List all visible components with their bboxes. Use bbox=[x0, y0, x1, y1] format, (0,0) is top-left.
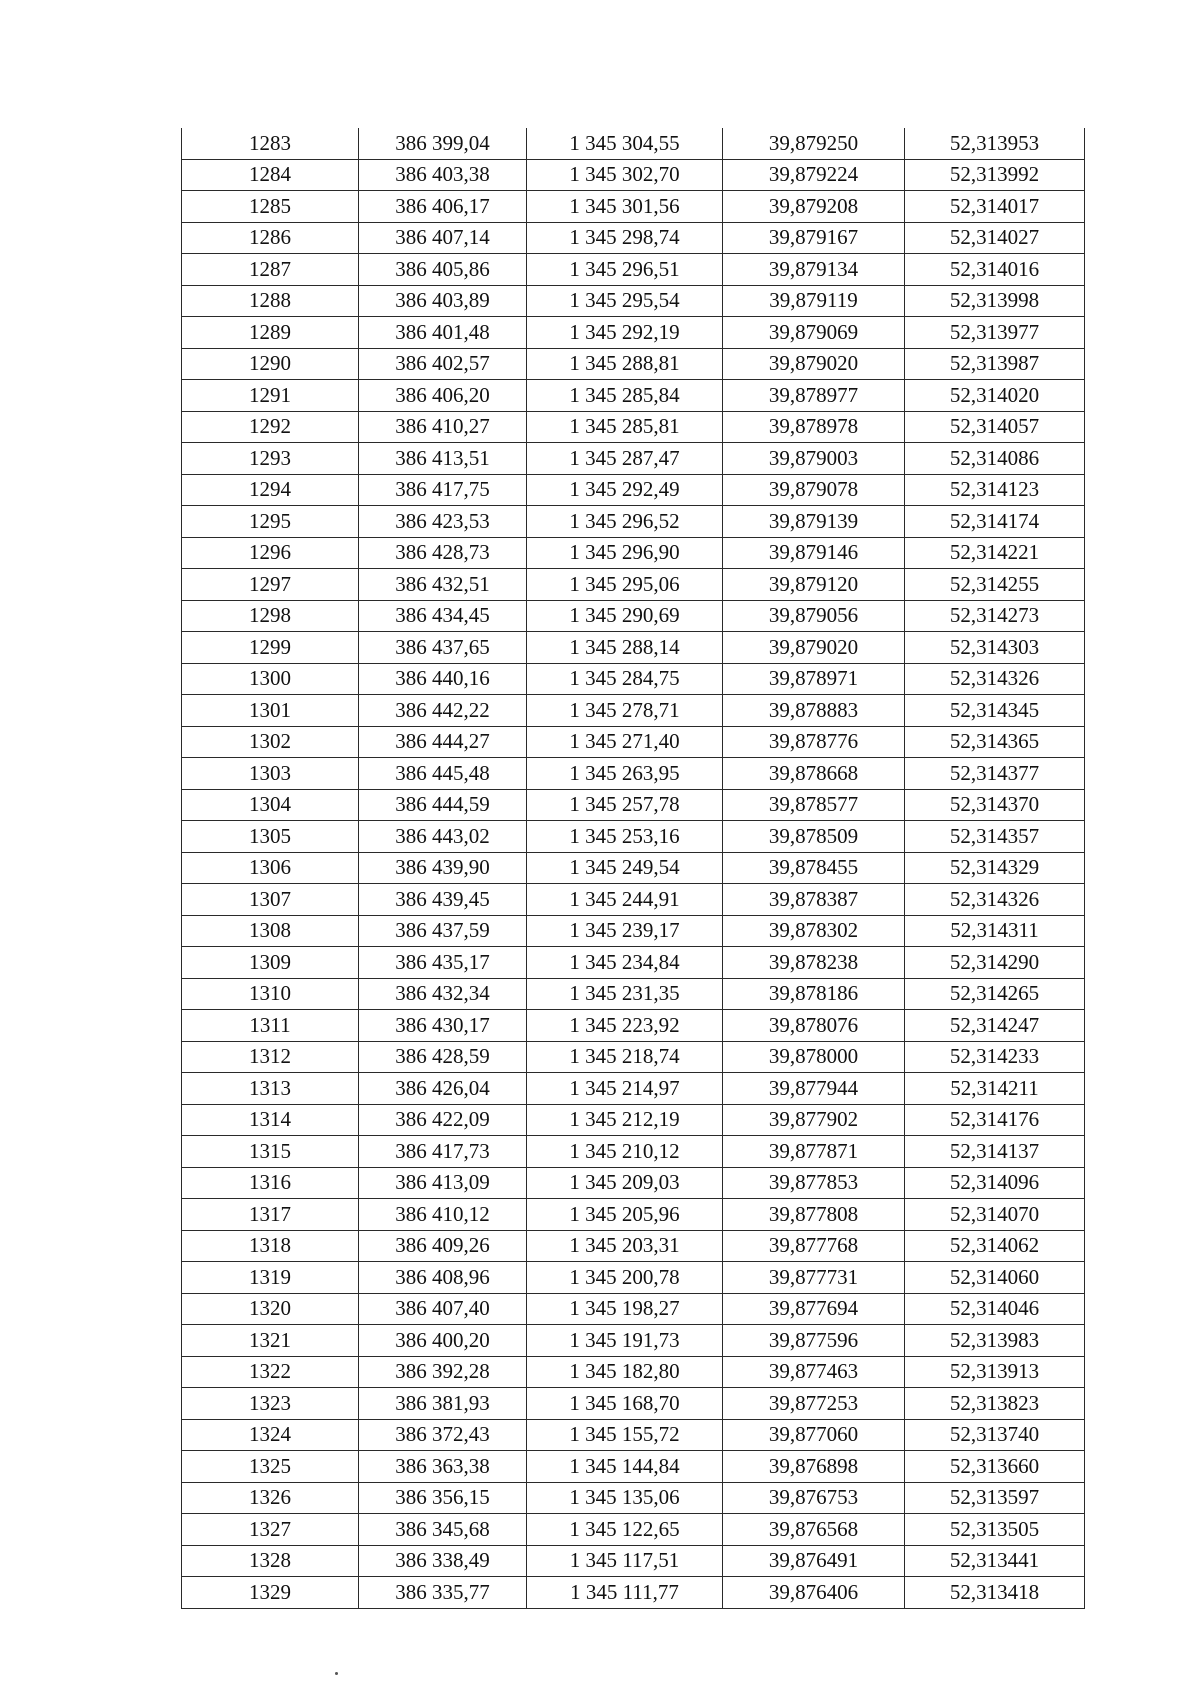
table-row bbox=[182, 758, 1085, 790]
x-coordinate-cell: 386 439,90 bbox=[359, 852, 527, 884]
longitude-cell: 39,878668 bbox=[723, 758, 905, 790]
latitude-cell: 52,313740 bbox=[905, 1419, 1085, 1451]
y-coordinate-cell: 1 345 203,31 bbox=[527, 1230, 723, 1262]
x-coordinate-cell: 386 408,96 bbox=[359, 1262, 527, 1294]
longitude-cell: 39,879167 bbox=[723, 222, 905, 254]
y-coordinate-cell: 1 345 168,70 bbox=[527, 1388, 723, 1420]
longitude-cell: 39,879120 bbox=[723, 569, 905, 601]
y-coordinate-cell: 1 345 144,84 bbox=[527, 1451, 723, 1483]
longitude-cell: 39,877853 bbox=[723, 1167, 905, 1199]
longitude-cell: 39,879020 bbox=[723, 348, 905, 380]
point-number-cell: 1300 bbox=[182, 663, 359, 695]
x-coordinate-cell: 386 444,27 bbox=[359, 726, 527, 758]
y-coordinate-cell: 1 345 285,81 bbox=[527, 411, 723, 443]
y-coordinate-cell: 1 345 234,84 bbox=[527, 947, 723, 979]
x-coordinate-cell: 386 363,38 bbox=[359, 1451, 527, 1483]
y-coordinate-cell: 1 345 135,06 bbox=[527, 1482, 723, 1514]
x-coordinate-cell: 386 345,68 bbox=[359, 1514, 527, 1546]
longitude-cell: 39,879208 bbox=[723, 191, 905, 223]
latitude-cell: 52,314247 bbox=[905, 1010, 1085, 1042]
point-number-cell: 1324 bbox=[182, 1419, 359, 1451]
longitude-cell: 39,877902 bbox=[723, 1104, 905, 1136]
table-row bbox=[182, 884, 1085, 916]
y-coordinate-cell: 1 345 122,65 bbox=[527, 1514, 723, 1546]
x-coordinate-cell: 386 422,09 bbox=[359, 1104, 527, 1136]
x-coordinate-cell: 386 407,40 bbox=[359, 1293, 527, 1325]
table-row bbox=[182, 1262, 1085, 1294]
longitude-cell: 39,879134 bbox=[723, 254, 905, 286]
x-coordinate-cell: 386 443,02 bbox=[359, 821, 527, 853]
x-coordinate-cell: 386 356,15 bbox=[359, 1482, 527, 1514]
latitude-cell: 52,313913 bbox=[905, 1356, 1085, 1388]
point-number-cell: 1295 bbox=[182, 506, 359, 538]
point-number-cell: 1294 bbox=[182, 474, 359, 506]
y-coordinate-cell: 1 345 278,71 bbox=[527, 695, 723, 727]
point-number-cell: 1315 bbox=[182, 1136, 359, 1168]
longitude-cell: 39,877596 bbox=[723, 1325, 905, 1357]
stray-mark bbox=[335, 1672, 338, 1675]
latitude-cell: 52,314345 bbox=[905, 695, 1085, 727]
point-number-cell: 1291 bbox=[182, 380, 359, 412]
y-coordinate-cell: 1 345 288,81 bbox=[527, 348, 723, 380]
point-number-cell: 1327 bbox=[182, 1514, 359, 1546]
table-row bbox=[182, 506, 1085, 538]
latitude-cell: 52,313953 bbox=[905, 128, 1085, 159]
x-coordinate-cell: 386 409,26 bbox=[359, 1230, 527, 1262]
table-row bbox=[182, 1230, 1085, 1262]
table-row bbox=[182, 411, 1085, 443]
x-coordinate-cell: 386 435,17 bbox=[359, 947, 527, 979]
longitude-cell: 39,879250 bbox=[723, 128, 905, 159]
x-coordinate-cell: 386 413,09 bbox=[359, 1167, 527, 1199]
table-row bbox=[182, 1167, 1085, 1199]
point-number-cell: 1318 bbox=[182, 1230, 359, 1262]
latitude-cell: 52,313998 bbox=[905, 285, 1085, 317]
point-number-cell: 1323 bbox=[182, 1388, 359, 1420]
y-coordinate-cell: 1 345 301,56 bbox=[527, 191, 723, 223]
longitude-cell: 39,878238 bbox=[723, 947, 905, 979]
longitude-cell: 39,878387 bbox=[723, 884, 905, 916]
x-coordinate-cell: 386 413,51 bbox=[359, 443, 527, 475]
longitude-cell: 39,879224 bbox=[723, 159, 905, 191]
latitude-cell: 52,314017 bbox=[905, 191, 1085, 223]
table-row bbox=[182, 128, 1085, 159]
longitude-cell: 39,878776 bbox=[723, 726, 905, 758]
longitude-cell: 39,877768 bbox=[723, 1230, 905, 1262]
latitude-cell: 52,313977 bbox=[905, 317, 1085, 349]
x-coordinate-cell: 386 428,59 bbox=[359, 1041, 527, 1073]
longitude-cell: 39,878971 bbox=[723, 663, 905, 695]
point-number-cell: 1289 bbox=[182, 317, 359, 349]
point-number-cell: 1313 bbox=[182, 1073, 359, 1105]
x-coordinate-cell: 386 403,38 bbox=[359, 159, 527, 191]
y-coordinate-cell: 1 345 223,92 bbox=[527, 1010, 723, 1042]
table-row bbox=[182, 1325, 1085, 1357]
latitude-cell: 52,313418 bbox=[905, 1577, 1085, 1609]
longitude-cell: 39,877808 bbox=[723, 1199, 905, 1231]
x-coordinate-cell: 386 401,48 bbox=[359, 317, 527, 349]
latitude-cell: 52,313441 bbox=[905, 1545, 1085, 1577]
point-number-cell: 1309 bbox=[182, 947, 359, 979]
table-row bbox=[182, 1293, 1085, 1325]
y-coordinate-cell: 1 345 210,12 bbox=[527, 1136, 723, 1168]
longitude-cell: 39,877463 bbox=[723, 1356, 905, 1388]
latitude-cell: 52,314255 bbox=[905, 569, 1085, 601]
latitude-cell: 52,314046 bbox=[905, 1293, 1085, 1325]
table-row bbox=[182, 1073, 1085, 1105]
table-row bbox=[182, 1199, 1085, 1231]
x-coordinate-cell: 386 426,04 bbox=[359, 1073, 527, 1105]
x-coordinate-cell: 386 407,14 bbox=[359, 222, 527, 254]
latitude-cell: 52,314326 bbox=[905, 663, 1085, 695]
point-number-cell: 1311 bbox=[182, 1010, 359, 1042]
latitude-cell: 52,314027 bbox=[905, 222, 1085, 254]
point-number-cell: 1290 bbox=[182, 348, 359, 380]
x-coordinate-cell: 386 417,75 bbox=[359, 474, 527, 506]
x-coordinate-cell: 386 402,57 bbox=[359, 348, 527, 380]
latitude-cell: 52,314057 bbox=[905, 411, 1085, 443]
longitude-cell: 39,879146 bbox=[723, 537, 905, 569]
y-coordinate-cell: 1 345 288,14 bbox=[527, 632, 723, 664]
longitude-cell: 39,878883 bbox=[723, 695, 905, 727]
latitude-cell: 52,313983 bbox=[905, 1325, 1085, 1357]
longitude-cell: 39,879069 bbox=[723, 317, 905, 349]
table-row bbox=[182, 789, 1085, 821]
longitude-cell: 39,876568 bbox=[723, 1514, 905, 1546]
table-row bbox=[182, 978, 1085, 1010]
x-coordinate-cell: 386 442,22 bbox=[359, 695, 527, 727]
table-row bbox=[182, 726, 1085, 758]
point-number-cell: 1304 bbox=[182, 789, 359, 821]
table-row bbox=[182, 474, 1085, 506]
table-row bbox=[182, 1388, 1085, 1420]
x-coordinate-cell: 386 392,28 bbox=[359, 1356, 527, 1388]
point-number-cell: 1297 bbox=[182, 569, 359, 601]
x-coordinate-cell: 386 403,89 bbox=[359, 285, 527, 317]
table-row bbox=[182, 159, 1085, 191]
point-number-cell: 1284 bbox=[182, 159, 359, 191]
latitude-cell: 52,314265 bbox=[905, 978, 1085, 1010]
longitude-cell: 39,876406 bbox=[723, 1577, 905, 1609]
x-coordinate-cell: 386 432,34 bbox=[359, 978, 527, 1010]
table-row bbox=[182, 1356, 1085, 1388]
table-row bbox=[182, 663, 1085, 695]
latitude-cell: 52,314137 bbox=[905, 1136, 1085, 1168]
table-row bbox=[182, 317, 1085, 349]
y-coordinate-cell: 1 345 285,84 bbox=[527, 380, 723, 412]
latitude-cell: 52,314233 bbox=[905, 1041, 1085, 1073]
longitude-cell: 39,877253 bbox=[723, 1388, 905, 1420]
latitude-cell: 52,313823 bbox=[905, 1388, 1085, 1420]
x-coordinate-cell: 386 381,93 bbox=[359, 1388, 527, 1420]
longitude-cell: 39,878509 bbox=[723, 821, 905, 853]
y-coordinate-cell: 1 345 290,69 bbox=[527, 600, 723, 632]
longitude-cell: 39,877060 bbox=[723, 1419, 905, 1451]
longitude-cell: 39,879056 bbox=[723, 600, 905, 632]
x-coordinate-cell: 386 445,48 bbox=[359, 758, 527, 790]
table-row bbox=[182, 1010, 1085, 1042]
latitude-cell: 52,313992 bbox=[905, 159, 1085, 191]
longitude-cell: 39,877944 bbox=[723, 1073, 905, 1105]
longitude-cell: 39,878076 bbox=[723, 1010, 905, 1042]
table-row bbox=[182, 821, 1085, 853]
point-number-cell: 1285 bbox=[182, 191, 359, 223]
point-number-cell: 1306 bbox=[182, 852, 359, 884]
latitude-cell: 52,314062 bbox=[905, 1230, 1085, 1262]
table-row bbox=[182, 348, 1085, 380]
y-coordinate-cell: 1 345 200,78 bbox=[527, 1262, 723, 1294]
y-coordinate-cell: 1 345 239,17 bbox=[527, 915, 723, 947]
x-coordinate-cell: 386 417,73 bbox=[359, 1136, 527, 1168]
table-row bbox=[182, 1136, 1085, 1168]
y-coordinate-cell: 1 345 209,03 bbox=[527, 1167, 723, 1199]
latitude-cell: 52,313505 bbox=[905, 1514, 1085, 1546]
y-coordinate-cell: 1 345 249,54 bbox=[527, 852, 723, 884]
latitude-cell: 52,314303 bbox=[905, 632, 1085, 664]
y-coordinate-cell: 1 345 263,95 bbox=[527, 758, 723, 790]
longitude-cell: 39,879020 bbox=[723, 632, 905, 664]
latitude-cell: 52,314370 bbox=[905, 789, 1085, 821]
table-row bbox=[182, 191, 1085, 223]
point-number-cell: 1314 bbox=[182, 1104, 359, 1136]
point-number-cell: 1316 bbox=[182, 1167, 359, 1199]
latitude-cell: 52,314326 bbox=[905, 884, 1085, 916]
point-number-cell: 1312 bbox=[182, 1041, 359, 1073]
x-coordinate-cell: 386 439,45 bbox=[359, 884, 527, 916]
y-coordinate-cell: 1 345 284,75 bbox=[527, 663, 723, 695]
point-number-cell: 1305 bbox=[182, 821, 359, 853]
x-coordinate-cell: 386 406,17 bbox=[359, 191, 527, 223]
point-number-cell: 1328 bbox=[182, 1545, 359, 1577]
y-coordinate-cell: 1 345 155,72 bbox=[527, 1419, 723, 1451]
latitude-cell: 52,314060 bbox=[905, 1262, 1085, 1294]
latitude-cell: 52,313597 bbox=[905, 1482, 1085, 1514]
table-row bbox=[182, 1041, 1085, 1073]
point-number-cell: 1283 bbox=[182, 128, 359, 159]
x-coordinate-cell: 386 406,20 bbox=[359, 380, 527, 412]
longitude-cell: 39,876491 bbox=[723, 1545, 905, 1577]
table-row bbox=[182, 1104, 1085, 1136]
y-coordinate-cell: 1 345 302,70 bbox=[527, 159, 723, 191]
y-coordinate-cell: 1 345 117,51 bbox=[527, 1545, 723, 1577]
y-coordinate-cell: 1 345 295,06 bbox=[527, 569, 723, 601]
longitude-cell: 39,877871 bbox=[723, 1136, 905, 1168]
latitude-cell: 52,314020 bbox=[905, 380, 1085, 412]
y-coordinate-cell: 1 345 205,96 bbox=[527, 1199, 723, 1231]
table-row bbox=[182, 1545, 1085, 1577]
point-number-cell: 1296 bbox=[182, 537, 359, 569]
longitude-cell: 39,878977 bbox=[723, 380, 905, 412]
table-row bbox=[182, 852, 1085, 884]
table-row bbox=[182, 915, 1085, 947]
table-row bbox=[182, 600, 1085, 632]
table-row bbox=[182, 443, 1085, 475]
y-coordinate-cell: 1 345 287,47 bbox=[527, 443, 723, 475]
x-coordinate-cell: 386 400,20 bbox=[359, 1325, 527, 1357]
x-coordinate-cell: 386 410,12 bbox=[359, 1199, 527, 1231]
latitude-cell: 52,314016 bbox=[905, 254, 1085, 286]
y-coordinate-cell: 1 345 212,19 bbox=[527, 1104, 723, 1136]
x-coordinate-cell: 386 437,65 bbox=[359, 632, 527, 664]
x-coordinate-cell: 386 405,86 bbox=[359, 254, 527, 286]
latitude-cell: 52,314070 bbox=[905, 1199, 1085, 1231]
table-row bbox=[182, 537, 1085, 569]
longitude-cell: 39,879003 bbox=[723, 443, 905, 475]
y-coordinate-cell: 1 345 271,40 bbox=[527, 726, 723, 758]
latitude-cell: 52,314123 bbox=[905, 474, 1085, 506]
longitude-cell: 39,876753 bbox=[723, 1482, 905, 1514]
point-number-cell: 1293 bbox=[182, 443, 359, 475]
table-row bbox=[182, 569, 1085, 601]
y-coordinate-cell: 1 345 191,73 bbox=[527, 1325, 723, 1357]
point-number-cell: 1299 bbox=[182, 632, 359, 664]
longitude-cell: 39,878455 bbox=[723, 852, 905, 884]
y-coordinate-cell: 1 345 214,97 bbox=[527, 1073, 723, 1105]
table-row bbox=[182, 1419, 1085, 1451]
point-number-cell: 1288 bbox=[182, 285, 359, 317]
longitude-cell: 39,878978 bbox=[723, 411, 905, 443]
point-number-cell: 1303 bbox=[182, 758, 359, 790]
longitude-cell: 39,879139 bbox=[723, 506, 905, 538]
point-number-cell: 1322 bbox=[182, 1356, 359, 1388]
point-number-cell: 1301 bbox=[182, 695, 359, 727]
y-coordinate-cell: 1 345 295,54 bbox=[527, 285, 723, 317]
y-coordinate-cell: 1 345 298,74 bbox=[527, 222, 723, 254]
point-number-cell: 1320 bbox=[182, 1293, 359, 1325]
longitude-cell: 39,879078 bbox=[723, 474, 905, 506]
x-coordinate-cell: 386 399,04 bbox=[359, 128, 527, 159]
latitude-cell: 52,314086 bbox=[905, 443, 1085, 475]
latitude-cell: 52,314096 bbox=[905, 1167, 1085, 1199]
x-coordinate-cell: 386 423,53 bbox=[359, 506, 527, 538]
y-coordinate-cell: 1 345 111,77 bbox=[527, 1577, 723, 1609]
table-row bbox=[182, 254, 1085, 286]
x-coordinate-cell: 386 430,17 bbox=[359, 1010, 527, 1042]
point-number-cell: 1329 bbox=[182, 1577, 359, 1609]
latitude-cell: 52,314329 bbox=[905, 852, 1085, 884]
x-coordinate-cell: 386 440,16 bbox=[359, 663, 527, 695]
point-number-cell: 1302 bbox=[182, 726, 359, 758]
point-number-cell: 1308 bbox=[182, 915, 359, 947]
longitude-cell: 39,878000 bbox=[723, 1041, 905, 1073]
coordinates-table bbox=[181, 128, 1085, 1609]
latitude-cell: 52,314357 bbox=[905, 821, 1085, 853]
latitude-cell: 52,313987 bbox=[905, 348, 1085, 380]
point-number-cell: 1326 bbox=[182, 1482, 359, 1514]
table-row bbox=[182, 1482, 1085, 1514]
latitude-cell: 52,314211 bbox=[905, 1073, 1085, 1105]
coordinates-table-body bbox=[182, 128, 1085, 1608]
table-row bbox=[182, 285, 1085, 317]
x-coordinate-cell: 386 410,27 bbox=[359, 411, 527, 443]
latitude-cell: 52,314273 bbox=[905, 600, 1085, 632]
point-number-cell: 1321 bbox=[182, 1325, 359, 1357]
latitude-cell: 52,314311 bbox=[905, 915, 1085, 947]
point-number-cell: 1307 bbox=[182, 884, 359, 916]
latitude-cell: 52,314176 bbox=[905, 1104, 1085, 1136]
point-number-cell: 1317 bbox=[182, 1199, 359, 1231]
x-coordinate-cell: 386 434,45 bbox=[359, 600, 527, 632]
longitude-cell: 39,877731 bbox=[723, 1262, 905, 1294]
x-coordinate-cell: 386 444,59 bbox=[359, 789, 527, 821]
point-number-cell: 1325 bbox=[182, 1451, 359, 1483]
x-coordinate-cell: 386 338,49 bbox=[359, 1545, 527, 1577]
y-coordinate-cell: 1 345 253,16 bbox=[527, 821, 723, 853]
latitude-cell: 52,314365 bbox=[905, 726, 1085, 758]
latitude-cell: 52,313660 bbox=[905, 1451, 1085, 1483]
y-coordinate-cell: 1 345 304,55 bbox=[527, 128, 723, 159]
latitude-cell: 52,314290 bbox=[905, 947, 1085, 979]
y-coordinate-cell: 1 345 231,35 bbox=[527, 978, 723, 1010]
y-coordinate-cell: 1 345 296,90 bbox=[527, 537, 723, 569]
y-coordinate-cell: 1 345 296,51 bbox=[527, 254, 723, 286]
y-coordinate-cell: 1 345 296,52 bbox=[527, 506, 723, 538]
point-number-cell: 1292 bbox=[182, 411, 359, 443]
table-row bbox=[182, 1577, 1085, 1609]
latitude-cell: 52,314221 bbox=[905, 537, 1085, 569]
y-coordinate-cell: 1 345 218,74 bbox=[527, 1041, 723, 1073]
longitude-cell: 39,878577 bbox=[723, 789, 905, 821]
y-coordinate-cell: 1 345 257,78 bbox=[527, 789, 723, 821]
longitude-cell: 39,878302 bbox=[723, 915, 905, 947]
y-coordinate-cell: 1 345 292,19 bbox=[527, 317, 723, 349]
table-row bbox=[182, 380, 1085, 412]
point-number-cell: 1287 bbox=[182, 254, 359, 286]
latitude-cell: 52,314174 bbox=[905, 506, 1085, 538]
table-row bbox=[182, 632, 1085, 664]
x-coordinate-cell: 386 437,59 bbox=[359, 915, 527, 947]
x-coordinate-cell: 386 335,77 bbox=[359, 1577, 527, 1609]
table-row bbox=[182, 1514, 1085, 1546]
longitude-cell: 39,878186 bbox=[723, 978, 905, 1010]
y-coordinate-cell: 1 345 182,80 bbox=[527, 1356, 723, 1388]
x-coordinate-cell: 386 432,51 bbox=[359, 569, 527, 601]
table-row bbox=[182, 947, 1085, 979]
point-number-cell: 1286 bbox=[182, 222, 359, 254]
longitude-cell: 39,877694 bbox=[723, 1293, 905, 1325]
longitude-cell: 39,879119 bbox=[723, 285, 905, 317]
point-number-cell: 1298 bbox=[182, 600, 359, 632]
point-number-cell: 1319 bbox=[182, 1262, 359, 1294]
point-number-cell: 1310 bbox=[182, 978, 359, 1010]
longitude-cell: 39,876898 bbox=[723, 1451, 905, 1483]
table-row bbox=[182, 695, 1085, 727]
latitude-cell: 52,314377 bbox=[905, 758, 1085, 790]
table-row bbox=[182, 1451, 1085, 1483]
x-coordinate-cell: 386 372,43 bbox=[359, 1419, 527, 1451]
y-coordinate-cell: 1 345 198,27 bbox=[527, 1293, 723, 1325]
table-row bbox=[182, 222, 1085, 254]
y-coordinate-cell: 1 345 244,91 bbox=[527, 884, 723, 916]
y-coordinate-cell: 1 345 292,49 bbox=[527, 474, 723, 506]
x-coordinate-cell: 386 428,73 bbox=[359, 537, 527, 569]
